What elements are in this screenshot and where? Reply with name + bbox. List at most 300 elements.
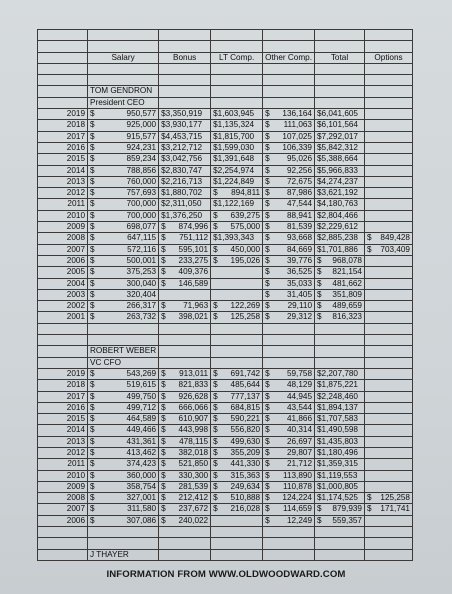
value-cell: [159, 131, 211, 142]
money-value: [161, 504, 208, 514]
value-cell: [365, 312, 413, 323]
header-row: [38, 52, 413, 63]
table-row: [38, 436, 413, 447]
amount: $2,885,238: [317, 233, 358, 243]
money-value: [317, 279, 362, 289]
money-value: [90, 233, 156, 243]
currency-symbol: $: [213, 447, 218, 457]
currency-symbol: $: [90, 447, 95, 457]
value-cell: [365, 504, 413, 515]
money-value: [90, 369, 156, 379]
blank-cell: [315, 335, 365, 346]
value-cell: [211, 154, 263, 165]
money-value: [90, 132, 156, 142]
money-value: [265, 392, 312, 402]
amount: $1,880,702: [161, 188, 203, 198]
blank-cell: [38, 86, 88, 97]
money-value: [213, 471, 260, 481]
value-cell: [315, 267, 365, 278]
blank-cell: [211, 549, 263, 560]
table-row: [38, 233, 413, 244]
blank-cell: [263, 323, 315, 334]
amount: 106,339: [282, 142, 312, 152]
value-cell: [159, 244, 211, 255]
blank-row: [38, 335, 413, 346]
amount: 358,754: [126, 481, 157, 491]
blank-cell: [263, 41, 315, 52]
value-cell: [159, 470, 211, 481]
money-value: [90, 403, 156, 413]
money-value: [161, 392, 208, 402]
amount: $2,254,974: [213, 165, 255, 175]
value-cell: [159, 176, 211, 187]
blank-cell: [263, 549, 315, 560]
money-value: [213, 493, 260, 503]
value-cell: [315, 515, 365, 526]
amount: $4,274,237: [317, 176, 358, 186]
blank-cell: [315, 41, 365, 52]
currency-symbol: $: [161, 233, 166, 243]
amount: 249,634: [230, 481, 261, 491]
money-value: [265, 369, 312, 379]
blank-row: [38, 63, 413, 74]
money-value: [265, 256, 312, 266]
currency-symbol: $: [265, 233, 270, 243]
value-cell: [88, 515, 159, 526]
value-cell: [211, 380, 263, 391]
blank-cell: [159, 323, 211, 334]
year-cell: 2010: [38, 470, 88, 481]
value-cell: [159, 109, 211, 120]
currency-symbol: $: [161, 312, 166, 322]
value-cell: [365, 289, 413, 300]
value-cell: [211, 493, 263, 504]
amount: 355,209: [230, 447, 261, 457]
value-cell: [211, 459, 263, 470]
money-value: [161, 380, 208, 390]
currency-symbol: $: [161, 402, 166, 412]
value-cell: [263, 176, 315, 187]
value-cell: [365, 244, 413, 255]
blank-cell: [263, 75, 315, 86]
value-cell: [263, 233, 315, 244]
currency-symbol: $: [161, 391, 166, 401]
value-cell: [159, 436, 211, 447]
person-name: J THAYER: [88, 549, 159, 560]
amount: 300,040: [126, 278, 157, 288]
table-row: [38, 109, 413, 120]
blank-cell: [365, 346, 413, 357]
amount: $6,041,605: [317, 109, 358, 119]
year-cell: 2015: [38, 154, 88, 165]
currency-symbol: $: [90, 436, 95, 446]
amount: 21,712: [286, 459, 312, 469]
blank-cell: [159, 527, 211, 538]
year-cell: 2008: [38, 493, 88, 504]
value-cell: [263, 447, 315, 458]
currency-symbol: $: [90, 267, 95, 277]
value-cell: [315, 289, 365, 300]
money-value: [90, 459, 156, 469]
blank-cell: [365, 357, 413, 368]
person-title: President CEO: [88, 97, 159, 108]
currency-symbol: $: [265, 255, 270, 265]
money-value: [90, 482, 156, 492]
amount: 510,888: [230, 493, 261, 503]
currency-symbol: $: [90, 493, 95, 503]
person-name-row: [38, 346, 413, 357]
money-value: [161, 403, 208, 413]
value-cell: [263, 222, 315, 233]
value-cell: [263, 255, 315, 266]
value-cell: [263, 470, 315, 481]
value-cell: [211, 222, 263, 233]
money-value: [265, 233, 312, 243]
amount: 521,850: [178, 459, 209, 469]
blank-cell: [211, 323, 263, 334]
value-cell: [159, 289, 211, 300]
value-cell: [211, 278, 263, 289]
currency-symbol: $: [90, 301, 95, 311]
amount: 114,659: [283, 504, 312, 514]
money-value: [161, 256, 208, 266]
value-cell: [315, 120, 365, 131]
money-value: [213, 437, 260, 447]
currency-symbol: $: [213, 210, 218, 220]
currency-symbol: $: [213, 402, 218, 412]
amount: $1,391,648: [213, 154, 255, 164]
amount: 500,001: [126, 255, 157, 265]
column-header-label: Bonus: [173, 52, 197, 62]
value-cell: [159, 120, 211, 131]
currency-symbol: $: [161, 368, 166, 378]
value-cell: [211, 368, 263, 379]
year-cell: 2009: [38, 481, 88, 492]
year-cell: 2016: [38, 402, 88, 413]
blank-cell: [88, 75, 159, 86]
table-row: [38, 199, 413, 210]
currency-symbol: $: [213, 301, 218, 311]
blank-cell: [365, 527, 413, 538]
value-cell: [88, 154, 159, 165]
currency-symbol: $: [213, 459, 218, 469]
value-cell: [263, 504, 315, 515]
currency-symbol: $: [265, 109, 270, 119]
blank-cell: [159, 30, 211, 41]
table-row: [38, 515, 413, 526]
amount: 610,907: [178, 414, 209, 424]
blank-cell: [211, 527, 263, 538]
table-row: [38, 312, 413, 323]
amount: $1,180,496: [317, 447, 358, 457]
currency-symbol: $: [161, 515, 166, 525]
currency-symbol: $: [213, 436, 218, 446]
money-value: [265, 245, 312, 255]
value-cell: [211, 425, 263, 436]
value-cell: [365, 391, 413, 402]
year-cell: 2007: [38, 504, 88, 515]
amount: 216,028: [230, 504, 261, 514]
money-value: [161, 471, 208, 481]
currency-symbol: $: [265, 391, 270, 401]
year-cell: 2011: [38, 459, 88, 470]
value-cell: [88, 267, 159, 278]
value-cell: [315, 165, 365, 176]
amount: 136,164: [282, 109, 312, 119]
currency-symbol: $: [90, 289, 95, 299]
money-value: [161, 459, 208, 469]
blank-cell: [38, 538, 88, 549]
value-cell: [315, 131, 365, 142]
value-cell: [159, 515, 211, 526]
currency-symbol: $: [265, 470, 270, 480]
money-value: [90, 290, 156, 300]
value-cell: [315, 244, 365, 255]
value-cell: [315, 142, 365, 153]
value-cell: [263, 142, 315, 153]
value-cell: [365, 222, 413, 233]
amount: 330,300: [178, 470, 209, 480]
amount: $4,453,715: [161, 131, 203, 141]
amount: 431,361: [126, 436, 157, 446]
currency-symbol: $: [90, 312, 95, 322]
column-header-label: Other Comp.: [265, 52, 312, 62]
amount: $2,216,713: [161, 176, 203, 186]
amount: $2,830,747: [161, 165, 203, 175]
currency-symbol: $: [265, 402, 270, 412]
blank-cell: [88, 63, 159, 74]
money-value: [265, 222, 312, 232]
table-row: [38, 447, 413, 458]
amount: 894,811: [231, 188, 261, 198]
table-row: [38, 402, 413, 413]
money-value: [265, 425, 312, 435]
year-cell: 2019: [38, 109, 88, 120]
value-cell: [88, 199, 159, 210]
currency-symbol: $: [161, 267, 166, 277]
table-row: [38, 493, 413, 504]
currency-symbol: $: [265, 142, 270, 152]
amount: $1,122,169: [213, 199, 255, 209]
column-header: [365, 52, 413, 63]
amount: 572,116: [127, 244, 157, 254]
value-cell: [159, 154, 211, 165]
currency-symbol: $: [161, 459, 166, 469]
money-value: [161, 493, 208, 503]
money-value: [90, 279, 156, 289]
value-cell: [263, 188, 315, 199]
blank-cell: [38, 30, 88, 41]
amount: 757,693: [126, 188, 157, 198]
blank-cell: [211, 97, 263, 108]
amount: 924,231: [126, 142, 157, 152]
currency-symbol: $: [213, 380, 218, 390]
currency-symbol: $: [265, 504, 270, 514]
currency-symbol: $: [90, 504, 95, 514]
value-cell: [365, 255, 413, 266]
currency-symbol: $: [265, 165, 270, 175]
table-row: [38, 142, 413, 153]
money-value: [213, 369, 260, 379]
amount: $3,042,756: [161, 154, 203, 164]
money-value: [90, 188, 156, 198]
amount: $1,603,945: [213, 109, 255, 119]
value-cell: [159, 481, 211, 492]
amount: 559,357: [332, 515, 362, 525]
blank-cell: [315, 86, 365, 97]
currency-symbol: $: [213, 470, 218, 480]
money-value: [213, 414, 260, 424]
value-cell: [211, 109, 263, 120]
value-cell: [263, 515, 315, 526]
money-value: [90, 177, 156, 187]
value-cell: [263, 436, 315, 447]
money-value: [90, 154, 156, 164]
blank-cell: [159, 63, 211, 74]
money-value: [161, 448, 208, 458]
value-cell: [211, 301, 263, 312]
person-title-row: [38, 357, 413, 368]
money-value: [90, 448, 156, 458]
blank-cell: [211, 30, 263, 41]
year-cell: 2003: [38, 289, 88, 300]
amount: 478,115: [179, 436, 209, 446]
blank-cell: [38, 63, 88, 74]
amount: 441,330: [230, 459, 261, 469]
value-cell: [211, 267, 263, 278]
amount: 88,941: [286, 210, 312, 220]
value-cell: [211, 289, 263, 300]
year-cell: 2018: [38, 380, 88, 391]
amount: 320,404: [126, 289, 157, 299]
person-title-row: [38, 97, 413, 108]
value-cell: [88, 425, 159, 436]
currency-symbol: $: [213, 368, 218, 378]
amount: 398,021: [178, 312, 209, 322]
blank-cell: [315, 97, 365, 108]
value-cell: [365, 210, 413, 221]
blank-cell: [38, 346, 88, 357]
blank-cell: [88, 41, 159, 52]
currency-symbol: $: [265, 210, 270, 220]
value-cell: [263, 244, 315, 255]
amount: 59,758: [286, 368, 312, 378]
value-cell: [88, 244, 159, 255]
currency-symbol: $: [90, 222, 95, 232]
currency-symbol: $: [161, 380, 166, 390]
value-cell: [159, 255, 211, 266]
year-cell: 2012: [38, 447, 88, 458]
value-cell: [159, 368, 211, 379]
amount: 113,890: [283, 470, 312, 480]
value-cell: [88, 504, 159, 515]
value-cell: [88, 278, 159, 289]
table-row: [38, 267, 413, 278]
value-cell: [315, 470, 365, 481]
value-cell: [365, 301, 413, 312]
blank-cell: [365, 549, 413, 560]
currency-symbol: $: [317, 312, 322, 322]
amount: $1,119,553: [317, 470, 358, 480]
table-row: [38, 278, 413, 289]
blank-cell: [315, 538, 365, 549]
value-cell: [211, 199, 263, 210]
amount: 281,539: [178, 481, 209, 491]
value-cell: [263, 402, 315, 413]
blank-cell: [365, 75, 413, 86]
blank-row: [38, 527, 413, 538]
amount: 499,750: [126, 391, 157, 401]
value-cell: [88, 380, 159, 391]
blank-cell: [263, 97, 315, 108]
currency-symbol: $: [367, 244, 372, 254]
money-value: [90, 504, 156, 514]
value-cell: [365, 368, 413, 379]
currency-symbol: $: [90, 165, 95, 175]
value-cell: [88, 368, 159, 379]
value-cell: [365, 515, 413, 526]
amount: $5,842,312: [317, 142, 358, 152]
money-value: [265, 312, 312, 322]
column-header-label: Options: [374, 52, 403, 62]
blank-cell: [211, 357, 263, 368]
blank-cell: [211, 86, 263, 97]
currency-symbol: $: [90, 425, 95, 435]
money-value: [90, 245, 156, 255]
blank-cell: [88, 527, 159, 538]
year-cell: 2019: [38, 368, 88, 379]
currency-symbol: $: [161, 481, 166, 491]
value-cell: [263, 391, 315, 402]
value-cell: [365, 165, 413, 176]
amount: $5,388,664: [317, 154, 358, 164]
value-cell: [88, 391, 159, 402]
person-name: TOM GENDRON: [88, 86, 159, 97]
value-cell: [211, 312, 263, 323]
value-cell: [315, 493, 365, 504]
currency-symbol: $: [317, 515, 322, 525]
currency-symbol: $: [265, 380, 270, 390]
currency-symbol: $: [161, 447, 166, 457]
amount: 195,026: [230, 255, 261, 265]
amount: 29,312: [286, 312, 312, 322]
table-row: [38, 120, 413, 131]
currency-symbol: $: [265, 222, 270, 232]
currency-symbol: $: [161, 255, 166, 265]
value-cell: [88, 120, 159, 131]
blank-cell: [365, 97, 413, 108]
amount: 879,939: [332, 504, 362, 514]
amount: 48,129: [286, 380, 312, 390]
value-cell: [211, 515, 263, 526]
currency-symbol: $: [265, 289, 270, 299]
blank-cell: [315, 63, 365, 74]
amount: 489,659: [332, 301, 362, 311]
currency-symbol: $: [213, 312, 218, 322]
amount: 43,544: [286, 402, 312, 412]
amount: 212,412: [178, 493, 209, 503]
value-cell: [211, 244, 263, 255]
amount: 71,963: [183, 301, 209, 311]
money-value: [161, 245, 208, 255]
blank-cell: [315, 527, 365, 538]
value-cell: [263, 154, 315, 165]
money-value: [367, 233, 410, 243]
currency-symbol: $: [265, 425, 270, 435]
money-value: [213, 380, 260, 390]
amount: 700,000: [126, 210, 157, 220]
currency-symbol: $: [265, 312, 270, 322]
